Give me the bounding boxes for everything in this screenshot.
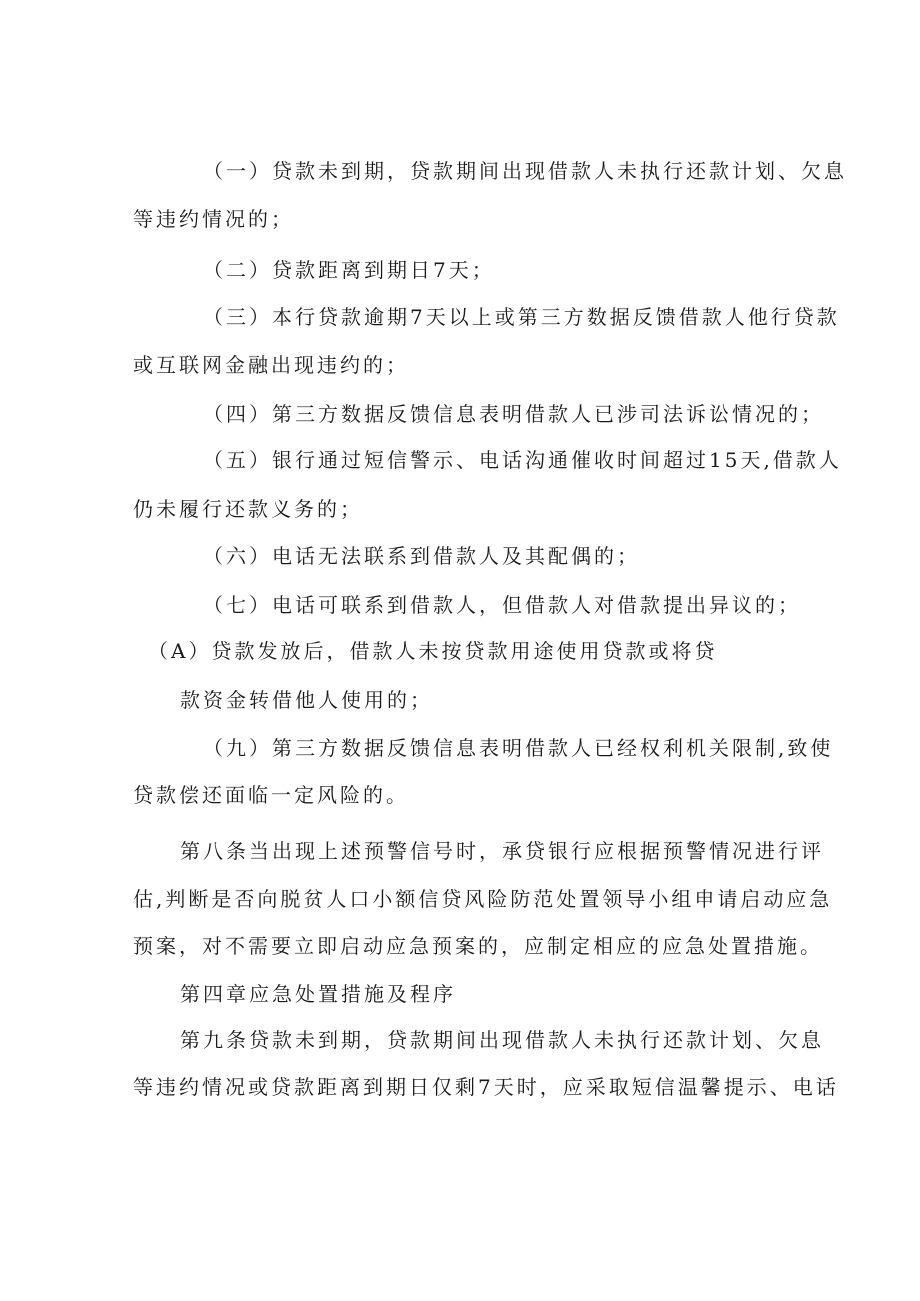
- text-line-3: （二）贷款距离到期日7天；: [203, 258, 495, 282]
- text-line-11: （A）贷款发放后，借款人未按贷款用途使用贷款或将贷: [148, 639, 718, 663]
- text-line-6: （四）第三方数据反馈信息表明借款人已涉司法诉讼情况的；: [203, 402, 824, 426]
- text-line-13: （九）第三方数据反馈信息表明借款人已经权利机关限制,致使: [203, 736, 834, 760]
- text-line-14: 贷款偿还面临一定风险的。: [133, 783, 409, 807]
- text-line-7: （五）银行通过短信警示、电话沟通催收时间超过15天,借款人: [203, 448, 842, 472]
- text-line-9: （六）电话无法联系到借款人及其配偶的；: [203, 544, 640, 568]
- text-line-8: 仍未履行还款义务的；: [133, 497, 363, 521]
- text-line-4: （三）本行贷款逾期7天以上或第三方数据反馈借款人他行贷款: [203, 305, 840, 329]
- text-line-2: 等违约情况的；: [133, 207, 294, 231]
- text-line-16: 估,判断是否向脱贫人口小额信贷风险防范处置领导小组申请启动应急: [133, 887, 833, 911]
- text-line-5: 或互联网金融出现违约的；: [133, 353, 409, 377]
- text-line-20: 等违约情况或贷款距离到期日仅剩7天时，应采取短信温馨提示、电话: [133, 1075, 839, 1099]
- text-line-12: 款资金转借他人使用的；: [180, 688, 433, 712]
- text-line-10: （七）电话可联系到借款人，但借款人对借款提出异议的；: [203, 593, 801, 617]
- text-line-19: 第九条贷款未到期，贷款期间出现借款人未执行还款计划、欠息: [180, 1028, 824, 1052]
- text-line-17: 预案，对不需要立即启动应急预案的，应制定相应的应急处置措施。: [133, 934, 823, 958]
- text-line-18: 第四章应急处置措施及程序: [180, 982, 456, 1006]
- text-line-15: 第八条当出现上述预警信号时，承贷银行应根据预警情况进行评: [180, 839, 824, 863]
- text-line-1: （一）贷款未到期，贷款期间出现借款人未执行还款计划、欠息: [203, 159, 847, 183]
